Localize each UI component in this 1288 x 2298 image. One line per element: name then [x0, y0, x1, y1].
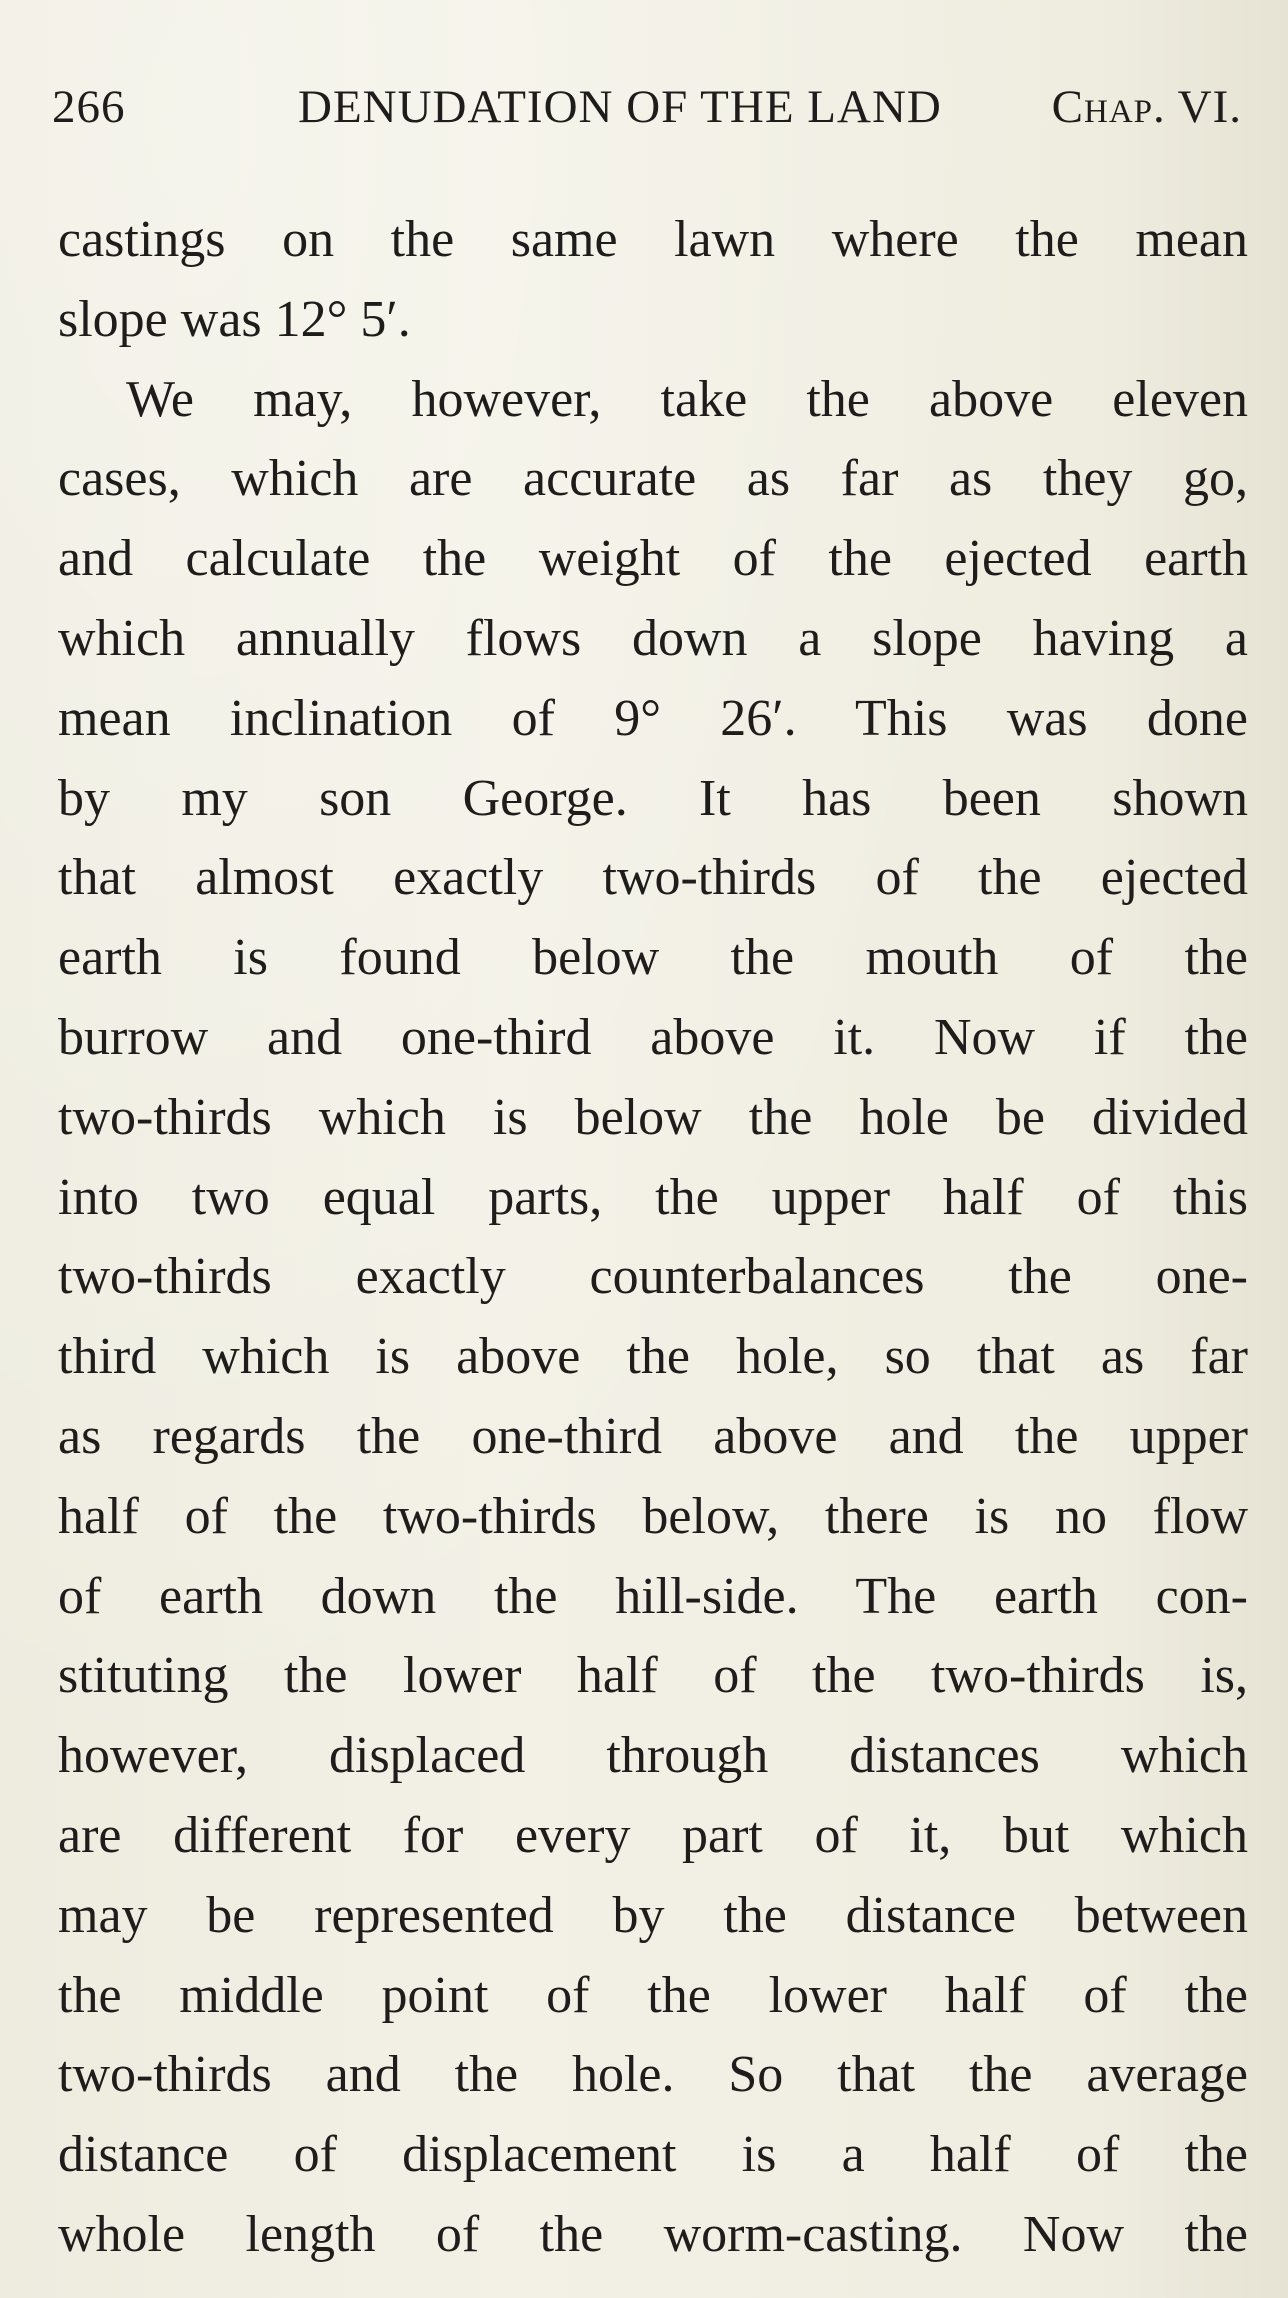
text-line: distance of displacement is a half of the: [58, 2126, 1248, 2184]
text-line: are different for every part of it, but which: [58, 1806, 1248, 1864]
text-line: may be represented by the distance between: [58, 1886, 1248, 1944]
text-line: slope was 12° 5′.: [58, 290, 411, 348]
text-line: mean inclination of 9° 26′. This was done: [58, 689, 1248, 747]
text-line: We may, however, take the above eleven: [126, 370, 1248, 428]
text-line: whole length of the worm-casting. Now the: [58, 2205, 1248, 2263]
text-line: burrow and one-third above it. Now if the: [58, 1008, 1248, 1066]
text-line: that almost exactly two-thirds of the ejected: [58, 849, 1248, 907]
text-line: into two equal parts, the upper half of this: [58, 1168, 1248, 1226]
text-line: however, displaced through distances which: [58, 1727, 1248, 1785]
text-line: which annually flows down a slope having a: [58, 609, 1248, 667]
text-line: third which is above the hole, so that as far: [58, 1328, 1248, 1386]
text-line: and calculate the weight of the ejected earth: [58, 530, 1248, 588]
text-line: two-thirds and the hole. So that the average: [58, 2046, 1248, 2104]
page-number: 266: [52, 81, 126, 133]
text-line: half of the two-thirds below, there is no flow: [58, 1487, 1248, 1545]
chapter-label: Chap. VI.: [1051, 81, 1242, 133]
text-line: two-thirds exactly counterbalances the one-: [58, 1248, 1248, 1306]
text-line: the middle point of the lower half of the: [58, 1966, 1248, 2024]
text-line: castings on the same lawn where the mean: [58, 211, 1248, 268]
running-title: DENUDATION OF THE LAND: [298, 81, 942, 133]
body-text: [58, 200, 1248, 2275]
text-line: earth is found below the mouth of the: [58, 929, 1248, 987]
text-line: as regards the one-third above and the upper: [58, 1407, 1248, 1465]
text-line: stituting the lower half of the two-thirds is,: [58, 1647, 1248, 1705]
text-line: by my son George. It has been shown: [58, 769, 1248, 827]
text-line: two-thirds which is below the hole be divided: [58, 1088, 1248, 1146]
text-line: of earth down the hill-side. The earth con-: [58, 1567, 1248, 1625]
page-header: [52, 80, 1242, 150]
text-line: cases, which are accurate as far as they go,: [58, 450, 1248, 508]
